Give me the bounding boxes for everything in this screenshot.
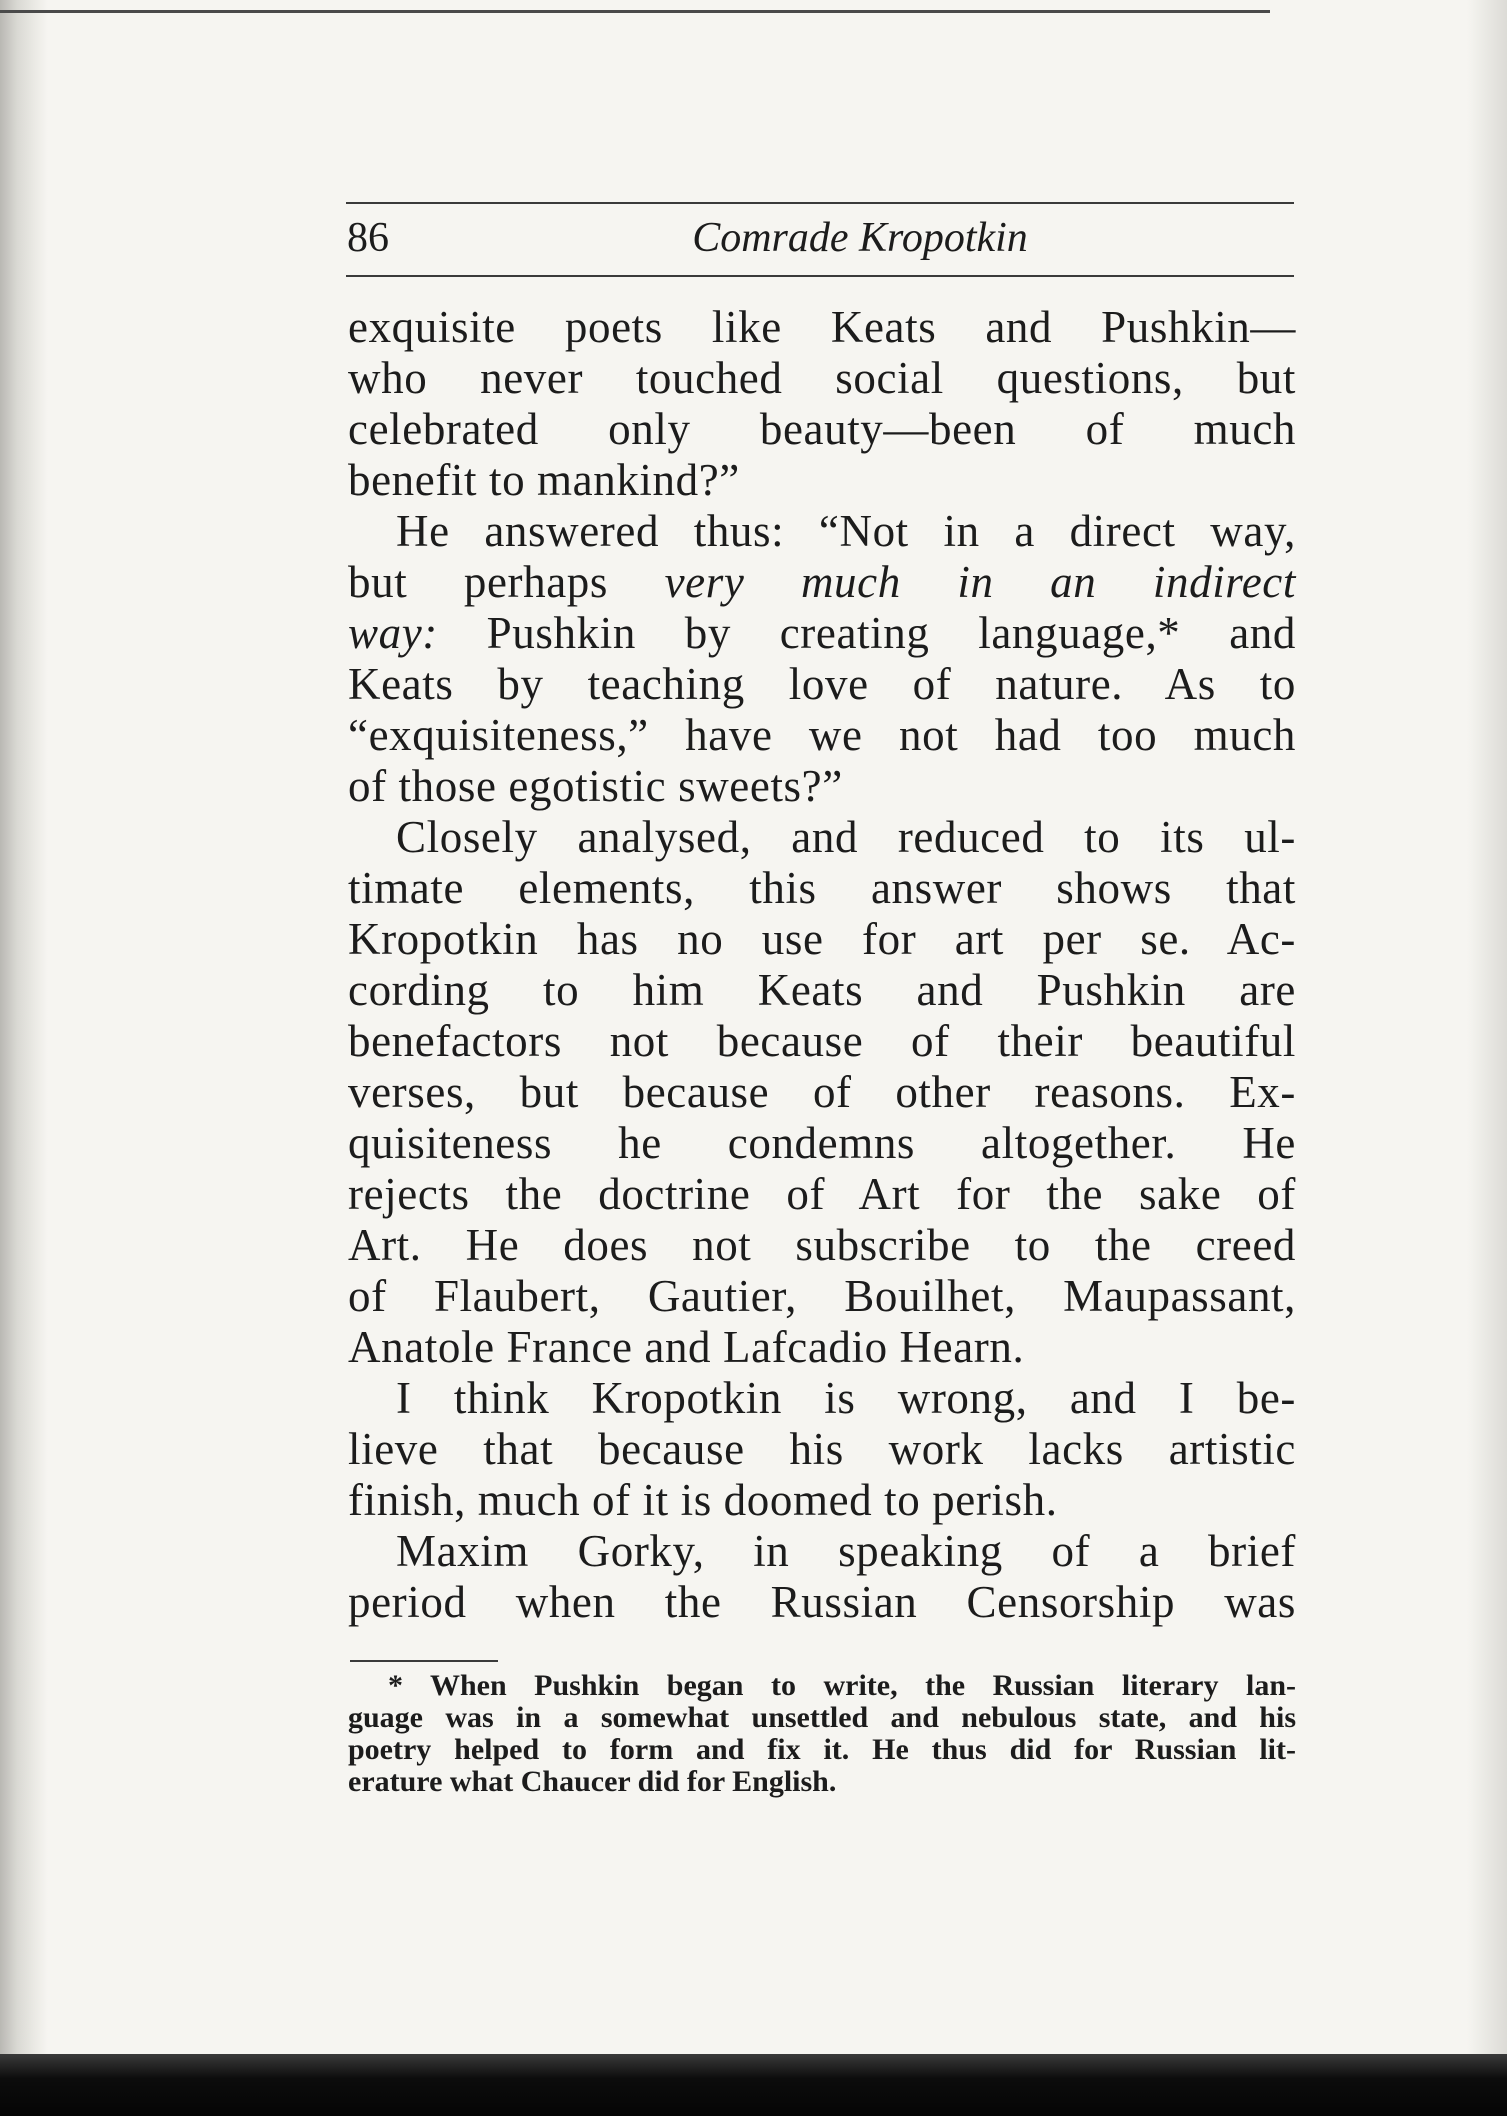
footnote-rule [350, 1660, 498, 1662]
text-line: rejects the doctrine of Art for the sake of [348, 1169, 1296, 1219]
text-line: quisiteness he condemns altogether. He [348, 1118, 1296, 1168]
text-line: benefit to mankind?” [348, 455, 740, 505]
running-title: Comrade Kropotkin [692, 215, 1028, 261]
text-line: Kropotkin has no use for art per se. Ac- [348, 914, 1296, 964]
text-line: Anatole France and Lafcadio Hearn. [348, 1322, 1025, 1372]
italic-run: very much in an indirect [664, 557, 1296, 607]
footnote-line: erature what Chaucer did for English. [348, 1765, 837, 1798]
text-line-mixed [348, 557, 1296, 608]
page-number: 86 [347, 215, 389, 261]
text-line: celebrated only beauty—been of much [348, 404, 1296, 454]
header-rule-top [346, 202, 1294, 204]
text-line-mixed [348, 608, 1296, 659]
text-line: Art. He does not subscribe to the creed [348, 1220, 1296, 1270]
text-run: but perhaps [348, 557, 665, 607]
text-line: exquisite poets like Keats and Pushkin— [348, 302, 1296, 352]
header-rule-bottom [346, 275, 1294, 277]
text-line: of Flaubert, Gautier, Bouilhet, Maupassant, [348, 1271, 1296, 1321]
text-line: who never touched social questions, but [348, 353, 1296, 403]
footnote-line: poetry helped to form and fix it. He thus did for Russian lit- [348, 1733, 1296, 1766]
page-edge-shadow [1467, 0, 1507, 2116]
footnote-line: * When Pushkin began to write, the Russian literary lan- [388, 1669, 1296, 1702]
text-line: benefactors not because of their beautiful [348, 1016, 1296, 1066]
text-line: “exquisiteness,” have we not had too much [348, 710, 1296, 760]
text-line: verses, but because of other reasons. Ex- [348, 1067, 1296, 1117]
text-line: Keats by teaching love of nature. As to [348, 659, 1296, 709]
gutter-shadow [0, 0, 48, 2116]
text-line: He answered thus: “Not in a direct way, [396, 506, 1296, 556]
italic-run: way: [348, 608, 438, 658]
text-line: I think Kropotkin is wrong, and I be- [396, 1373, 1296, 1423]
body-text [348, 302, 1296, 1628]
text-run: Pushkin by creating language,* and [437, 608, 1296, 658]
text-line: finish, much of it is doomed to perish. [348, 1475, 1058, 1525]
scan-bottom-edge [0, 2054, 1507, 2116]
text-line: cording to him Keats and Pushkin are [348, 965, 1296, 1015]
text-line: timate elements, this answer shows that [348, 863, 1296, 913]
footnote [348, 1670, 1296, 1798]
text-line: of those egotistic sweets?” [348, 761, 843, 811]
scan-top-border [0, 10, 1270, 13]
text-line: lieve that because his work lacks artistic [348, 1424, 1296, 1474]
text-line: period when the Russian Censorship was [348, 1577, 1296, 1627]
footnote-line: guage was in a somewhat unsettled and nebulous state, and his [348, 1701, 1296, 1734]
text-line: Closely analysed, and reduced to its ul- [396, 812, 1296, 862]
text-line: Maxim Gorky, in speaking of a brief [396, 1526, 1296, 1576]
